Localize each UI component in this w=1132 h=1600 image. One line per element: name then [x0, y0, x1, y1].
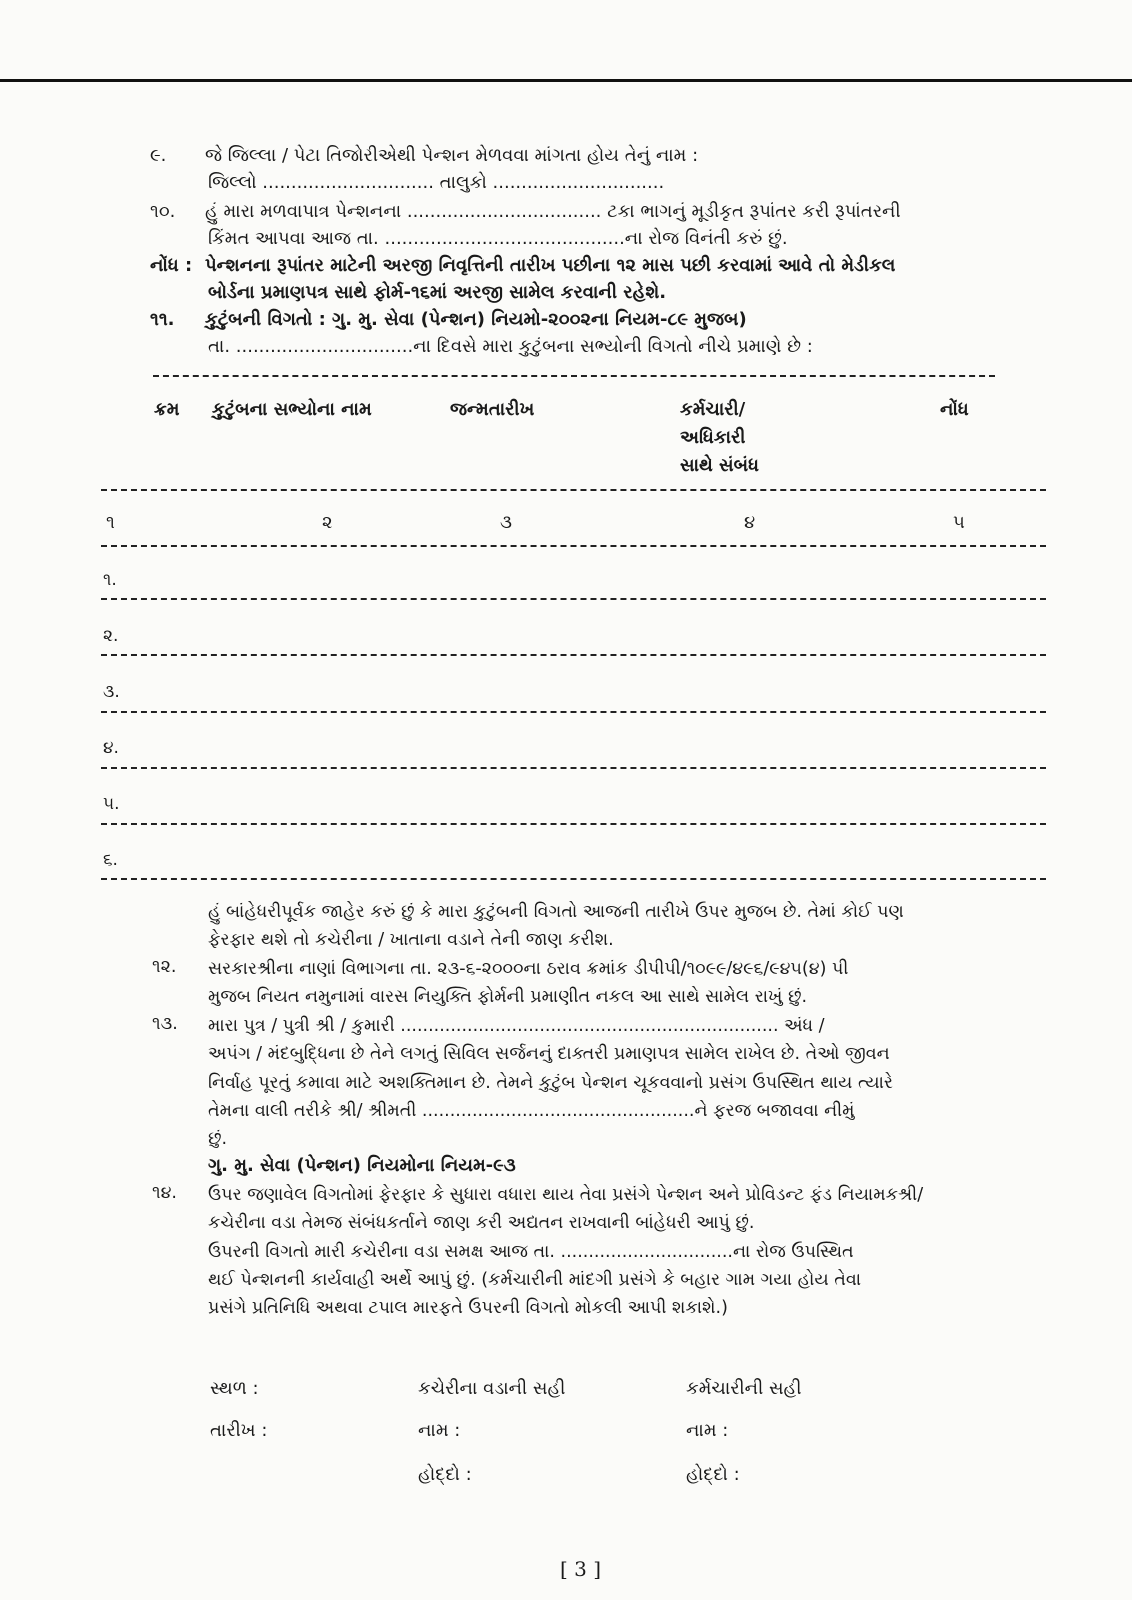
column-number-3: ૩ — [500, 512, 512, 533]
item-12-line1: સરકારશ્રીના નાણાં વિભાગના તા. ૨૩-૬-૨૦૦૦ના ઠરાવ ક્રમાંક ડીપીપી/૧૦૯૯/૪૯૬/૯૪૫(૪) પી — [208, 959, 849, 979]
item-13-line3: નિર્વાહ પૂરતું કમાવા માટે અશક્તિમાન છે. તેમને કુટુંબ પેન્શન ચૂકવવાનો પ્રસંગ ઉપસ્થિત થાય ત્યારે — [208, 1072, 893, 1093]
item-10-number: ૧૦. — [150, 201, 176, 222]
declaration-line1: હું બાંહેધરીપૂર્વક જાહેર કરું છું કે મારા કુટુંબની વિગતો આજની તારીખે ઉપર મુજબ છે. તેમાં કોઈ પણ — [208, 902, 904, 922]
item-9-district-line: જિલ્લો .............................. તાલુકો .............................. — [208, 172, 665, 193]
table-row-number: ૪. — [103, 738, 119, 758]
table-row-rule — [101, 711, 1046, 713]
table-row-rule — [101, 767, 1046, 769]
item-13-line2: અપંગ / મંદબુદ્ધિના છે તેને લગતું સિવિલ સર્જનનું દાક્તરી પ્રમાણપત્ર સામેલ રાખેલ છે. તેઓ જીવન — [208, 1044, 890, 1065]
item-12-line2: મુજબ નિયત નમુનામાં વારસ નિયુક્તિ ફોર્મની પ્રમાણીત નકલ આ સાથે સામેલ રાખું છું. — [208, 987, 808, 1008]
item-12 — [208, 955, 1018, 1012]
table-row-number: ૬. — [103, 850, 118, 870]
table-header-rule — [101, 489, 1046, 491]
table-top-rule — [153, 375, 995, 377]
table-row-rule — [101, 545, 1046, 547]
place-label: સ્થળ : — [210, 1378, 259, 1399]
header-note: નોંધ — [940, 399, 969, 420]
item-14-line2: કચેરીના વડા તેમજ સંબંધકર્તાને જાણ કરી અદ્યતન રાખવાની બાંહેધરી આપું છું. — [208, 1213, 755, 1234]
table-row-number: ૩. — [103, 682, 120, 702]
rule-93-heading: ગુ. મુ. સેવા (પેન્શન) નિયમોના નિયમ-૯૩ — [208, 1155, 516, 1176]
office-head-designation-label: હોદ્દો : — [418, 1464, 472, 1485]
item-9 — [150, 143, 1020, 169]
header-relation — [680, 396, 759, 480]
item-14-line5: પ્રસંગે પ્રતિનિધિ અથવા ટપાલ મારફતે ઉપરની વિગતો મોકલી આપી શકાશે.) — [208, 1298, 728, 1319]
item-13 — [208, 1012, 1018, 1154]
table-row-rule — [101, 823, 1046, 825]
item-12-number: ૧૨. — [152, 957, 177, 977]
note-label: નોંધ : — [150, 255, 193, 276]
item-11-line2: તા. ...............................ના દિવસે મારા કુટુંબના સભ્યોની વિગતો નીચે પ્રમાણે છે : — [208, 336, 813, 357]
table-row-rule — [101, 598, 1046, 600]
table-row-rule — [101, 654, 1046, 656]
item-11-number: ૧૧. — [150, 309, 175, 330]
table-row-number: ૫. — [103, 794, 120, 814]
item-14-number: ૧૪. — [152, 1183, 177, 1203]
office-head-signature-label: કચેરીના વડાની સહી — [418, 1378, 566, 1399]
header-relation-line3: સાથે સંબંધ — [680, 454, 759, 476]
item-10-line1: હું મારા મળવાપાત્ર પેન્શનના .................................. ટકા ભાગનું મૂડીકૃત રૂપાંતર કરી રૂપાંતરની — [205, 201, 901, 222]
item-13-number: ૧૩. — [152, 1014, 178, 1034]
item-14-line1: ઉપર જણાવેલ વિગતોમાં ફેરફાર કે સુધારા વધારા થાય તેવા પ્રસંગે પેન્શન અને પ્રોવિડન્ટ ફંડ નિયામકશ્રી/ — [208, 1185, 924, 1205]
table-row-number: ૧. — [103, 570, 117, 590]
column-number-5: ૫ — [953, 512, 965, 533]
employee-signature-label: કર્મચારીની સહી — [686, 1378, 802, 1399]
item-9-text: જે જિલ્લા / પેટા તિજોરીએથી પેન્શન મેળવવા માંગતા હોય તેનું નામ : — [205, 145, 699, 166]
item-13-line1: મારા પુત્ર / પુત્રી શ્રી / કુમારી .................................................................... અંધ / — [208, 1016, 825, 1036]
table-row-number: ૨. — [103, 626, 119, 646]
item-13-line4: તેમના વાલી તરીકે શ્રી/ શ્રીમતી .................................................ને ફરજ બજાવવા નીમું — [208, 1101, 855, 1122]
header-birth-date: જન્મતારીખ — [450, 399, 535, 420]
employee-name-label: નામ : — [686, 1420, 729, 1441]
page-number: [ 3 ] — [560, 1557, 602, 1581]
column-number-2: ૨ — [322, 512, 333, 533]
office-head-name-label: નામ : — [418, 1420, 461, 1441]
table-bottom-rule — [101, 878, 1046, 880]
item-14-line4: થઈ પેન્શનની કાર્યવાહી અર્થે આપું છું. (કર્મચારીની માંદગી પ્રસંગે કે બહાર ગામ ગયા હોય તેવા — [208, 1270, 862, 1291]
item-10-line2: કિંમત આપવા આજ તા. ..........................................ના રોજ વિનંતી કરું છું. — [208, 228, 788, 249]
item-11 — [150, 307, 1020, 333]
note — [150, 253, 1020, 279]
note-line1: પેન્શનના રૂપાંતર માટેની અરજી નિવૃત્તિની તારીખ પછીના ૧૨ માસ પછી કરવામાં આવે તો મેડીકલ — [205, 255, 896, 276]
header-sr-no: ક્રમ — [154, 399, 180, 420]
item-14 — [208, 1181, 1018, 1323]
note-line2: બોર્ડના પ્રમાણપત્ર સાથે ફોર્મ-૧૬માં અરજી સામેલ કરવાની રહેશે. — [208, 282, 667, 303]
item-9-number: ૯. — [150, 145, 167, 166]
header-relation-line1: કર્મચારી/ — [680, 399, 746, 420]
header-relation-line2: અધિકારી — [680, 426, 746, 448]
column-number-4: ૪ — [744, 512, 756, 533]
date-label: તારીખ : — [210, 1420, 268, 1441]
item-11-line1: કુટુંબની વિગતો : ગુ. મુ. સેવા (પેન્શન) નિયમો-૨૦૦૨ના નિયમ-૮૯ મુજબ) — [205, 309, 747, 330]
employee-designation-label: હોદ્દો : — [686, 1464, 740, 1485]
declaration-line2: ફેરફાર થશે તો કચેરીના / ખાતાના વડાને તેની જાણ કરીશ. — [208, 930, 614, 951]
column-number-1: ૧ — [106, 512, 115, 533]
item-10 — [150, 199, 1020, 225]
item-13-line5: છું. — [208, 1129, 228, 1150]
declaration — [208, 898, 1018, 955]
header-member-name: કુટુંબના સભ્યોના નામ — [212, 399, 372, 420]
item-14-line3: ઉપરની વિગતો મારી કચેરીના વડા સમક્ષ આજ તા. ...............................ના રોજ ઉપસ્થિત — [208, 1241, 854, 1262]
top-rule — [0, 79, 1132, 82]
